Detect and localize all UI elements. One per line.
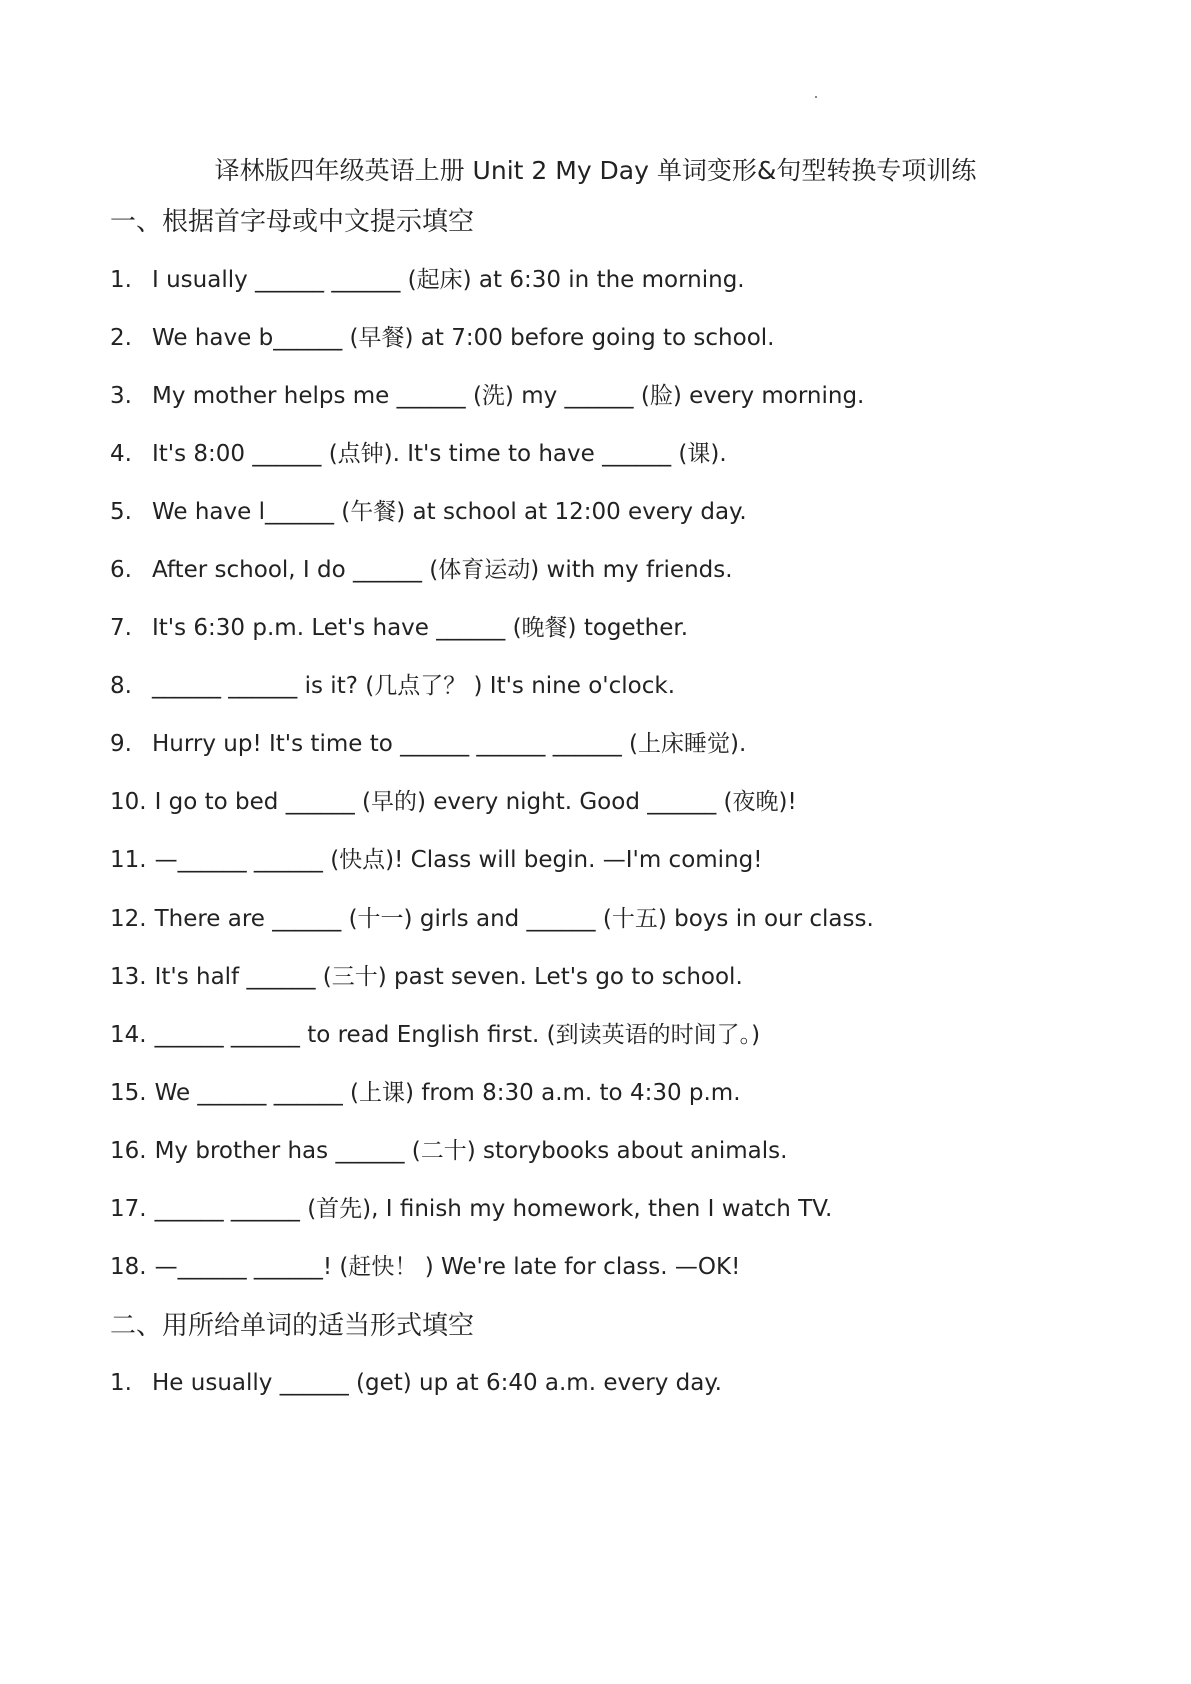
question-number: 14. [110, 1022, 147, 1048]
question-item [110, 612, 688, 644]
question-text: Hurry up! It's time to ______ ______ ______ (上床睡觉). [152, 731, 747, 757]
question-number: 12. [110, 906, 147, 932]
question-text: My mother helps me ______ (洗) my ______ (脸) every morning. [152, 383, 865, 409]
question-item [110, 380, 864, 412]
question-item [110, 728, 746, 760]
question-item [110, 322, 774, 354]
question-item [110, 1367, 722, 1399]
question-number: 18. [110, 1254, 147, 1280]
question-text: It's 6:30 p.m. Let's have ______ (晚餐) together. [152, 615, 689, 641]
question-text: ______ ______ to read English first. (到读英语的时间了。) [154, 1022, 761, 1048]
question-item [110, 670, 675, 702]
question-item [110, 1019, 760, 1051]
question-number: 15. [110, 1080, 147, 1106]
question-text: —______ ______! (赶快！ ) We're late for class. —OK! [154, 1254, 741, 1280]
question-text: After school, I do ______ (体育运动) with my friends. [152, 557, 733, 583]
question-text: There are ______ (十一) girls and ______ (十五) boys in our class. [154, 906, 874, 932]
question-number: 1. [110, 1370, 132, 1396]
question-number: 6. [110, 557, 132, 583]
question-text: I go to bed ______ (早的) every night. Good ______ (夜晚)! [154, 789, 797, 815]
question-item [110, 1251, 740, 1283]
question-item [110, 786, 797, 818]
question-text: We have l______ (午餐) at school at 12:00 every day. [152, 499, 747, 525]
question-text: ______ ______ (首先), I finish my homework, then I watch TV. [154, 1196, 833, 1222]
question-item [110, 961, 743, 993]
question-item [110, 496, 747, 528]
question-number: 16. [110, 1138, 147, 1164]
question-number: 7. [110, 615, 132, 641]
question-number: 4. [110, 441, 132, 467]
section-2-heading: 二、用所给单词的适当形式填空 [110, 1311, 475, 1341]
question-item [110, 554, 733, 586]
question-item [110, 1135, 787, 1167]
section-1-heading: 一、根据首字母或中文提示填空 [110, 207, 475, 237]
question-number: 8. [110, 673, 132, 699]
question-number: 2. [110, 325, 132, 351]
question-number: 17. [110, 1196, 147, 1222]
question-text: I usually ______ ______ (起床) at 6:30 in the morning. [152, 267, 745, 293]
question-item [110, 844, 762, 876]
question-text: We have b______ (早餐) at 7:00 before going to school. [152, 325, 775, 351]
question-number: 3. [110, 383, 132, 409]
question-number: 5. [110, 499, 132, 525]
question-text: ______ ______ is it? (几点了？ ) It's nine o'clock. [152, 673, 676, 699]
question-number: 1. [110, 267, 132, 293]
question-text: It's half ______ (三十) past seven. Let's go to school. [154, 964, 743, 990]
question-item [110, 1077, 741, 1109]
question-text: —______ ______ (快点)! Class will begin. —I'm coming! [154, 847, 763, 873]
question-text: My brother has ______ (二十) storybooks about animals. [154, 1138, 788, 1164]
question-text: It's 8:00 ______ (点钟). It's time to have ______ (课). [152, 441, 727, 467]
question-item [110, 903, 874, 935]
question-number: 9. [110, 731, 132, 757]
scan-speck [815, 96, 817, 98]
question-item [110, 1193, 832, 1225]
question-text: He usually ______ (get) up at 6:40 a.m. every day. [152, 1370, 722, 1396]
page-title: 译林版四年级英语上册 Unit 2 My Day 单词变形&句型转换专项训练 [214, 156, 977, 185]
question-item [110, 264, 745, 296]
question-number: 10. [110, 789, 147, 815]
question-number: 11. [110, 847, 147, 873]
question-text: We ______ ______ (上课) from 8:30 a.m. to 4:30 p.m. [154, 1080, 741, 1106]
question-number: 13. [110, 964, 147, 990]
question-item [110, 438, 727, 470]
